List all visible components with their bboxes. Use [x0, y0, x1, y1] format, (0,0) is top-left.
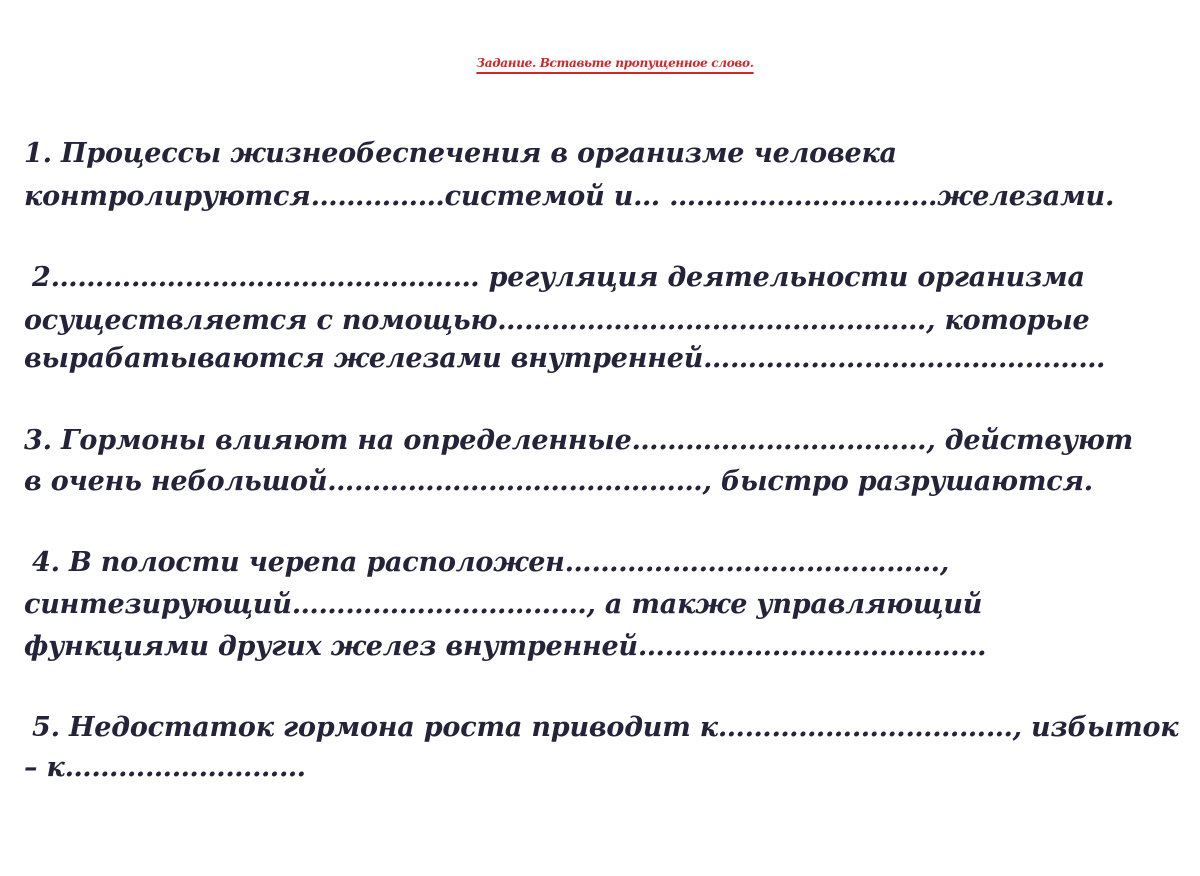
- item-4-line-3: функциями других желез внутренней…………………………………: [24, 631, 987, 662]
- item-4-line-2: синтезирующий……………………………, а также управляющий: [24, 589, 983, 620]
- item-2-line-3: вырабатываются железами внутренней………………………………………: [24, 343, 1106, 374]
- item-3-line-2: в очень небольшой……………………………………, быстро разрушаются.: [24, 466, 1093, 497]
- item-1-line-1: 1. Процессы жизнеобеспечения в организме человека: [24, 138, 897, 169]
- item-5-line-1: 5. Недостаток гормона роста приводит к……………………………, избыток: [32, 712, 1179, 743]
- worksheet-title: Задание. Вставьте пропущенное слово.: [476, 56, 754, 70]
- item-4-line-1: 4. В полости черепа расположен……………………………………,: [32, 547, 950, 578]
- item-5-line-2: – к………………………: [24, 752, 306, 783]
- item-2-line-2: осуществляется с помощью…………………………………………, которые: [24, 305, 1090, 336]
- item-1-line-2: контролируются……………системой и… …………………………железами.: [24, 181, 1115, 212]
- item-2-line-1: 2………………………………………… регуляция деятельности организма: [32, 262, 1085, 293]
- item-3-line-1: 3. Гормоны влияют на определенные……………………………, действуют: [24, 425, 1134, 456]
